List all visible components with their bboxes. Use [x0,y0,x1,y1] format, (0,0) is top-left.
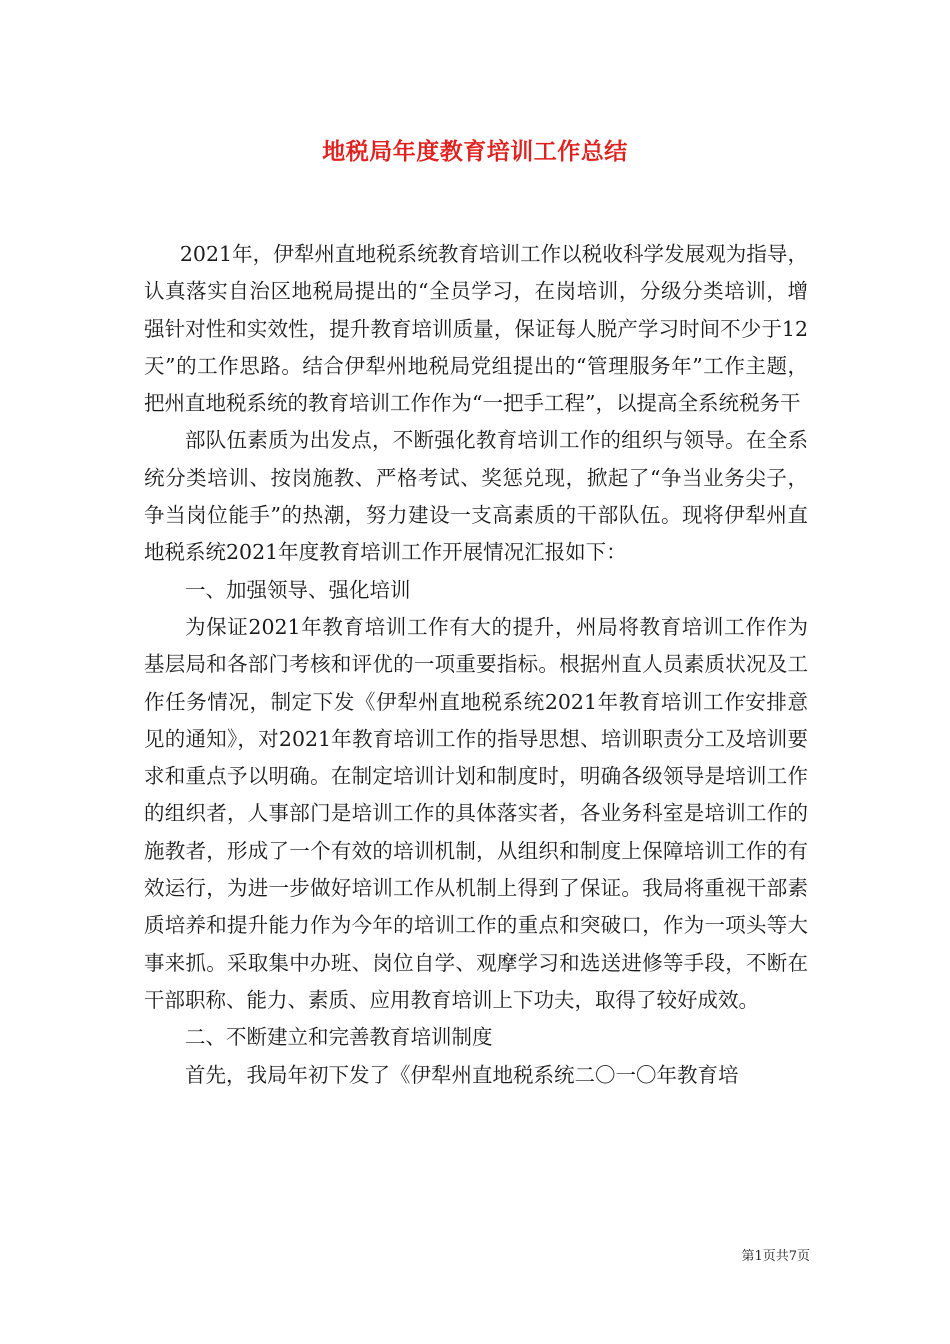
paragraph-intro: 2021年，伊犁州直地税系统教育培训工作以税收科学发展观为指导，认真落实自治区地税局提出的“全员学习，在岗培训，分级分类培训，增强针对性和实效性，提升教育培训质量，保证每人脱产学习时间不少于12天”的工作思路。结合伊犁州地税局党组提出的“管理服务年”工作主题，把州直地税系统的教育培训工作作为“一把手工程”，以提高全系统税务干 [144,242,808,416]
paragraph-continuation: 部队伍素质为出发点，不断强化教育培训工作的组织与领导。在全系统分类培训、按岗施教、严格考试、奖惩兑现，掀起了“争当业务尖子，争当岗位能手”的热潮，努力建设一支高素质的干部队伍。现将伊犁州直地税系统2021年度教育培训工作开展情况汇报如下： [144,428,808,565]
document-title: 地税局年度教育培训工作总结 [322,138,628,165]
page-number: 第1页共7页 [741,1249,810,1264]
paragraph-section-2: 首先，我局年初下发了《伊犁州直地税系统二〇一〇年教育培 [185,1062,739,1087]
section-heading-2: 二、不断建立和完善教育培训制度 [185,1025,493,1050]
paragraph-section-1: 为保证2021年教育培训工作有大的提升，州局将教育培训工作作为基层局和各部门考核和评优的一项重要指标。根据州直人员素质状况及工作任务情况，制定下发《伊犁州直地税系统2021年教育培训工作安排意见的通知》，对2021年教育培训工作的指导思想、培训职责分工及培训要求和重点予以明确。在制定培训计划和制度时，明确各级领导是培训工作的组织者，人事部门是培训工作的具体落实者，各业务科室是培训工作的施教者，形成了一个有效的培训机制，从组织和制度上保障培训工作的有效运行，为进一步做好培训工作从机制上得到了保证。我局将重视干部素质培养和提升能力作为今年的培训工作的重点和突破口，作为一项头等大事来抓。采取集中办班、岗位自学、观摩学习和选送进修等手段，不断在干部职称、能力、素质、应用教育培训上下功夫，取得了较好成效。 [144,614,808,1012]
section-heading-1: 一、加强领导、强化培训 [185,577,411,602]
document-body [144,236,808,1094]
